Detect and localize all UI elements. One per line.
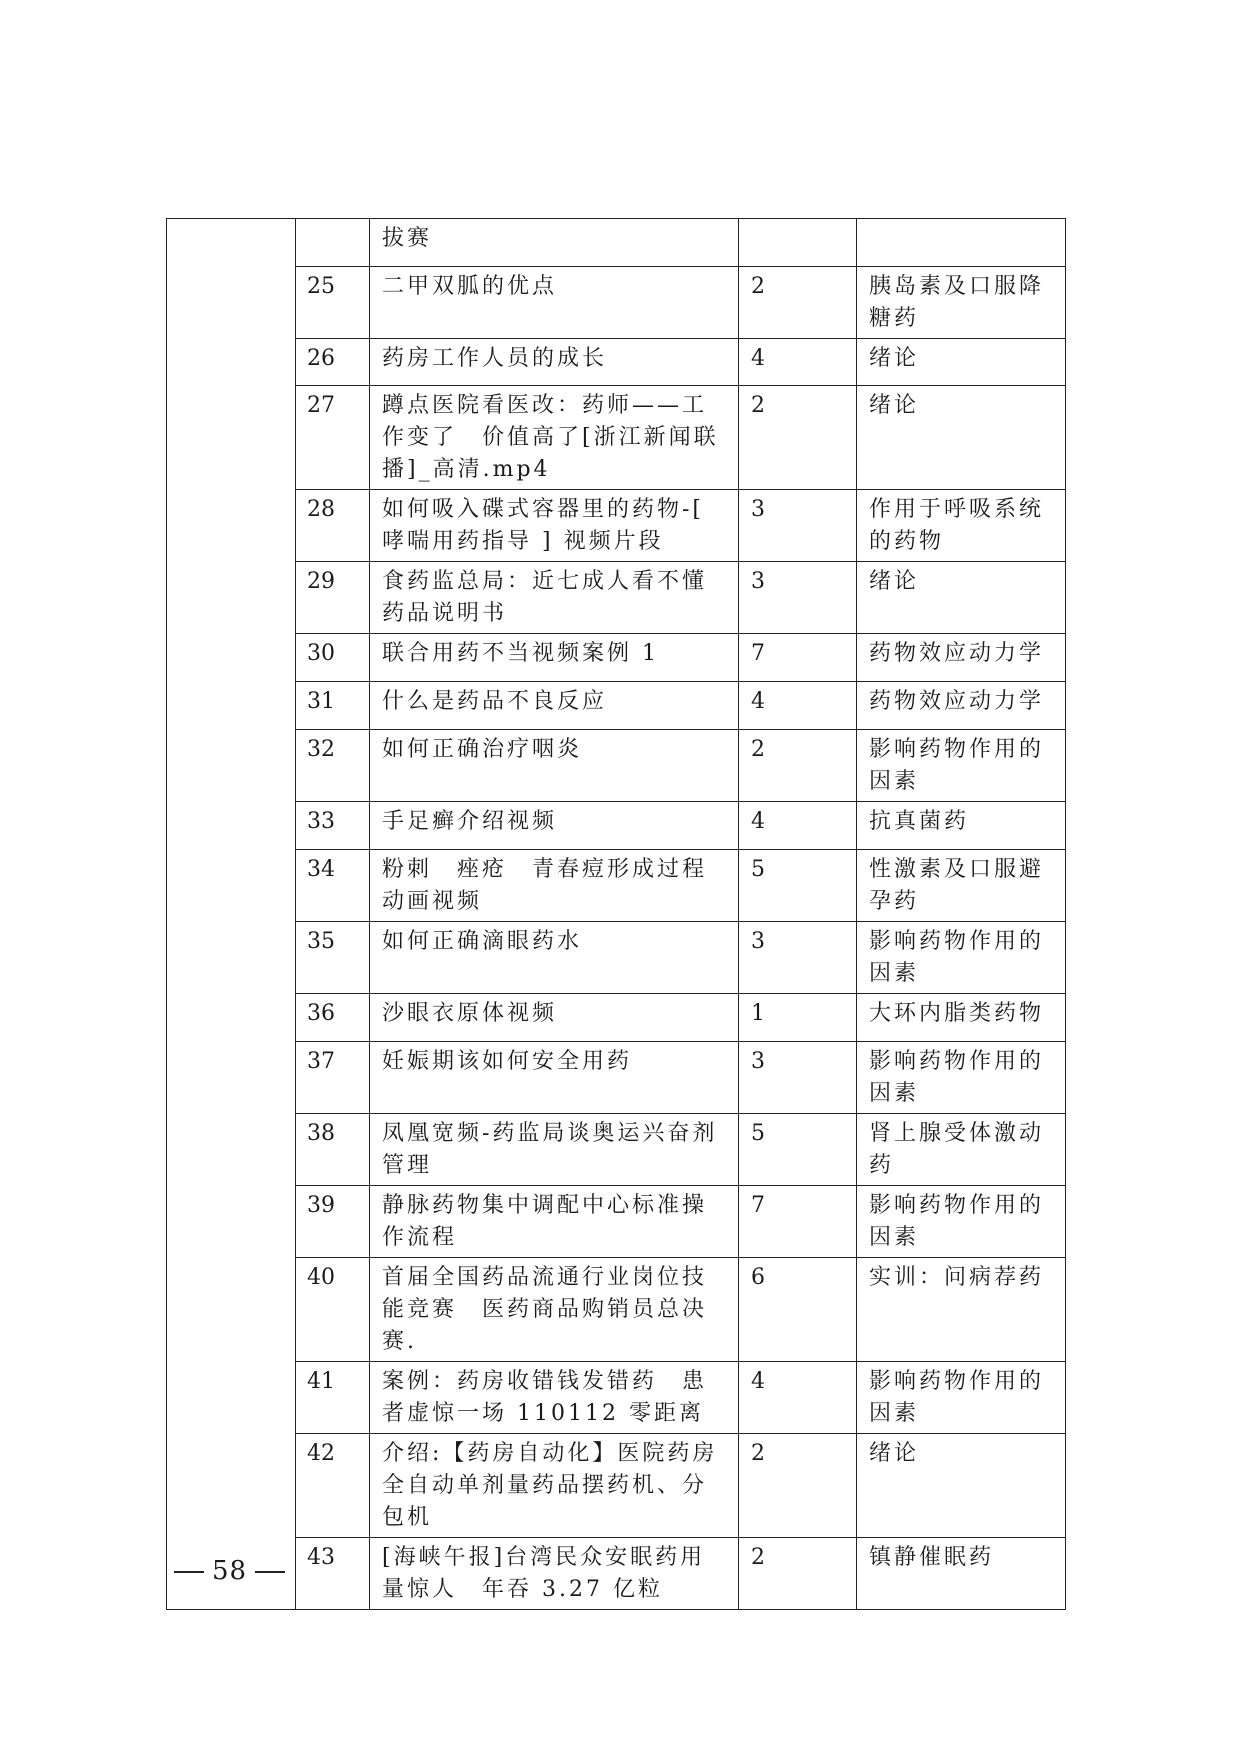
usage-count: 2 [739,730,857,802]
usage-count: 4 [739,1362,857,1434]
resource-title: 介绍:【药房自动化】医院药房全自动单剂量药品摆药机、分包机 [370,1434,739,1538]
row-number: 29 [296,562,370,634]
chapter-name: 胰岛素及口服降糖药 [857,267,1066,339]
chapter-name: 影响药物作用的因素 [857,1042,1066,1114]
row-number: 43 [296,1538,370,1610]
row-number: 27 [296,386,370,490]
resource-title: 如何正确滴眼药水 [370,922,739,994]
chapter-name: 药物效应动力学 [857,682,1066,730]
row-number: 28 [296,490,370,562]
resource-title: 凤凰宽频-药监局谈奥运兴奋剂管理 [370,1114,739,1186]
chapter-name: 绪论 [857,386,1066,490]
row-number: 40 [296,1258,370,1362]
row-number: 25 [296,267,370,339]
category-cell [167,219,296,1610]
usage-count: 4 [739,802,857,850]
table-row [167,562,1066,634]
resource-title: 首届全国药品流通行业岗位技能竞赛 医药商品购销员总决赛. [370,1258,739,1362]
row-number: 32 [296,730,370,802]
table-row [167,850,1066,922]
chapter-name: 影响药物作用的因素 [857,1186,1066,1258]
resource-title: 妊娠期该如何安全用药 [370,1042,739,1114]
row-number: 33 [296,802,370,850]
usage-count: 4 [739,339,857,386]
resource-title: 静脉药物集中调配中心标准操作流程 [370,1186,739,1258]
table-row [167,730,1066,802]
row-number: 42 [296,1434,370,1538]
row-number: 39 [296,1186,370,1258]
page-number: 58 [212,1556,248,1586]
chapter-name: 绪论 [857,1434,1066,1538]
usage-count: 5 [739,850,857,922]
usage-count [739,219,857,267]
chapter-name: 肾上腺受体激动药 [857,1114,1066,1186]
row-number: 37 [296,1042,370,1114]
resource-title: 蹲点医院看医改：药师——工作变了 价值高了[浙江新闻联播]_高清.mp4 [370,386,739,490]
footer-left-dash [174,1571,204,1573]
usage-count: 6 [739,1258,857,1362]
row-number: 34 [296,850,370,922]
table-row [167,994,1066,1042]
usage-count: 3 [739,1042,857,1114]
table-row [167,1042,1066,1114]
resource-title: 联合用药不当视频案例 1 [370,634,739,682]
chapter-name: 镇静催眠药 [857,1538,1066,1610]
chapter-name: 大环内脂类药物 [857,994,1066,1042]
table-row [167,922,1066,994]
usage-count: 4 [739,682,857,730]
chapter-name: 影响药物作用的因素 [857,1362,1066,1434]
resource-title: 沙眼衣原体视频 [370,994,739,1042]
resource-title: 食药监总局：近七成人看不懂药品说明书 [370,562,739,634]
table-row [167,634,1066,682]
resource-title: 如何正确治疗咽炎 [370,730,739,802]
table-row [167,682,1066,730]
table-row [167,1362,1066,1434]
page-footer [166,1554,293,1588]
row-number: 41 [296,1362,370,1434]
table-row [167,386,1066,490]
usage-count: 5 [739,1114,857,1186]
resource-title: 什么是药品不良反应 [370,682,739,730]
resource-title: 粉刺 痤疮 青春痘形成过程动画视频 [370,850,739,922]
row-number: 38 [296,1114,370,1186]
row-number: 35 [296,922,370,994]
table-row [167,219,1066,267]
row-number: 31 [296,682,370,730]
chapter-name: 性激素及口服避孕药 [857,850,1066,922]
row-number: 36 [296,994,370,1042]
usage-count: 2 [739,386,857,490]
usage-count: 2 [739,267,857,339]
row-number: 30 [296,634,370,682]
resource-title: [海峡午报]台湾民众安眠药用量惊人 年吞 3.27 亿粒 [370,1538,739,1610]
usage-count: 3 [739,922,857,994]
chapter-name: 绪论 [857,562,1066,634]
usage-count: 2 [739,1434,857,1538]
chapter-name: 作用于呼吸系统的药物 [857,490,1066,562]
usage-count: 3 [739,562,857,634]
table-row [167,490,1066,562]
resource-title: 手足癣介绍视频 [370,802,739,850]
table-row [167,1186,1066,1258]
resource-title: 二甲双胍的优点 [370,267,739,339]
chapter-name: 实训：问病荐药 [857,1258,1066,1362]
resource-title: 拔赛 [370,219,739,267]
chapter-name: 影响药物作用的因素 [857,730,1066,802]
usage-count: 7 [739,1186,857,1258]
chapter-name: 影响药物作用的因素 [857,922,1066,994]
table-row [167,1434,1066,1538]
table-body [167,219,1066,1610]
chapter-name: 药物效应动力学 [857,634,1066,682]
resource-title: 药房工作人员的成长 [370,339,739,386]
resource-title: 如何吸入碟式容器里的药物-[ 哮喘用药指导 ] 视频片段 [370,490,739,562]
chapter-name [857,219,1066,267]
chapter-name: 抗真菌药 [857,802,1066,850]
usage-count: 1 [739,994,857,1042]
chapter-name: 绪论 [857,339,1066,386]
usage-count: 2 [739,1538,857,1610]
table-row [167,802,1066,850]
usage-count: 3 [739,490,857,562]
usage-count: 7 [739,634,857,682]
resource-title: 案例：药房收错钱发错药 患者虚惊一场 110112 零距离 [370,1362,739,1434]
footer-right-dash [255,1571,285,1573]
table-row [167,1258,1066,1362]
row-number: 26 [296,339,370,386]
table-row [167,1114,1066,1186]
row-number [296,219,370,267]
resource-table [166,218,1066,1610]
table-row [167,1538,1066,1610]
table-row [167,339,1066,386]
table-row [167,267,1066,339]
